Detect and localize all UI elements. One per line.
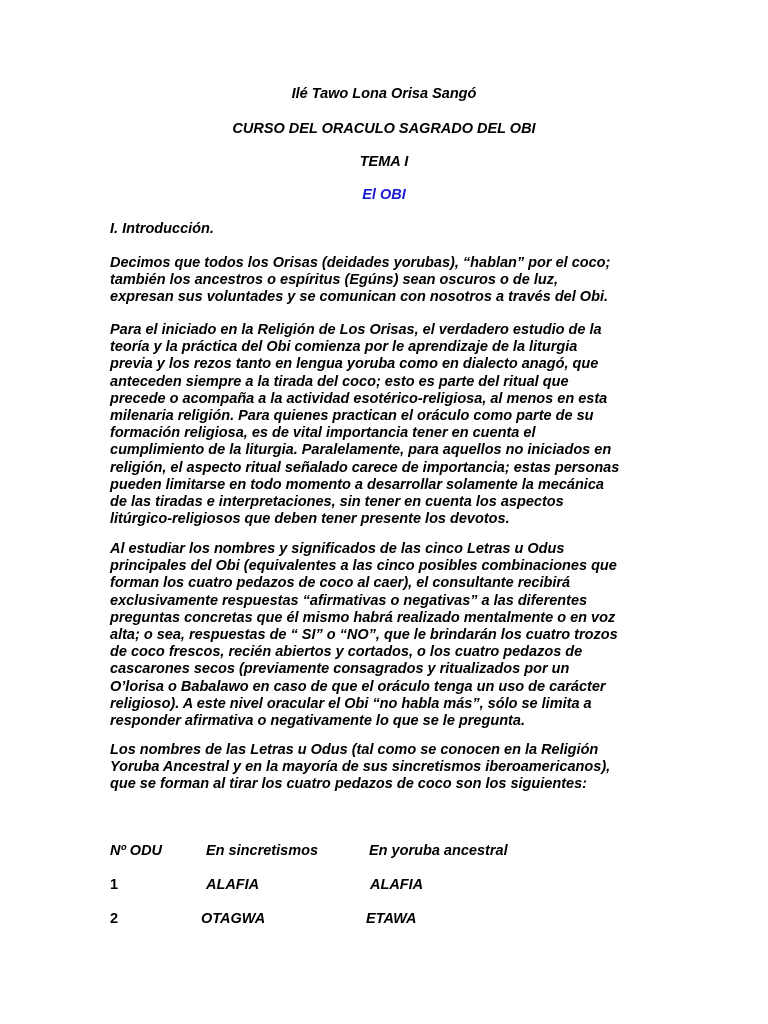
- text-line: milenaria religión. Para quienes practican el oráculo como parte de su: [110, 408, 594, 425]
- text-line: formación religiosa, es de vital importancia tener en cuenta el: [110, 425, 536, 442]
- text-line: litúrgico-religiosos que deben tener presente los devotos.: [110, 511, 510, 528]
- table-header-sincretismos: En sincretismos: [206, 843, 319, 859]
- text-line: pueden limitarse en todo momento a desarrollar solamente la mecánica: [110, 476, 604, 493]
- text-line: expresan sus voluntades y se comunican con nosotros a través del Obi.: [110, 289, 608, 306]
- text-line: precede o acompaña a la actividad esotérico-religiosa, al menos en esta: [110, 390, 608, 407]
- text-line: Decimos que todos los Orisas (deidades yorubas), “hablan” por el coco;: [110, 255, 611, 271]
- text-line: forman los cuatro pedazos de coco al caer), el consultante recibirá: [110, 575, 571, 592]
- table-cell-sincretismo: OTAGWA: [201, 911, 266, 927]
- text-line: también los ancestros o espíritus (Egúns) sean oscuros o de luz,: [110, 272, 558, 289]
- table-cell-sincretismo: ALAFIA: [206, 877, 260, 893]
- text-line: Al estudiar los nombres y significados de las cinco Letras u Odus: [110, 541, 565, 557]
- text-line: alta; o sea, respuestas de “ SI” o “NO”, que le brindarán los cuatro trozos: [110, 627, 618, 644]
- text-line: cascarones secos (previamente consagrados y ritualizados por un: [110, 661, 570, 678]
- text-line: Yoruba Ancestral y en la mayoría de sus sincretismos iberoamericanos),: [110, 759, 611, 776]
- text-line: preguntas concretas que él mismo habrá realizado mentalmente o en voz: [110, 609, 616, 626]
- table-cell-yoruba: ETAWA: [366, 911, 417, 927]
- paragraph-3: [110, 541, 670, 730]
- subject-title: El OBI: [362, 187, 406, 203]
- text-line: O’lorisa o Babalawo en caso de que el oráculo tenga un uso de carácter: [110, 678, 606, 695]
- text-line: de las tiradas e interpretaciones, sin tener en cuenta los aspectos: [110, 494, 564, 511]
- text-line: anteceden siempre a la tirada del coco; esto es parte del ritual que: [110, 373, 569, 390]
- text-line: principales del Obi (equivalentes a las cinco posibles combinaciones que: [110, 558, 617, 575]
- text-line: que se forman al tirar los cuatro pedazos de coco son los siguientes:: [110, 776, 588, 793]
- table-cell-yoruba: ALAFIA: [370, 877, 424, 893]
- text-line: teoría y la práctica del Obi comienza por le aprendizaje de la liturgia: [110, 339, 578, 356]
- org-title: Ilé Tawo Lona Orisa Sangó: [291, 86, 477, 102]
- paragraph-2: [110, 322, 670, 528]
- text-line: religioso). A este nivel oracular el Obi “no habla más”, sólo se limita a: [110, 695, 592, 712]
- intro-heading: [110, 221, 670, 238]
- course-title: CURSO DEL ORACULO SAGRADO DEL OBI: [232, 121, 536, 137]
- text-line: religión, el aspecto ritual señalado carece de importancia; estas personas: [110, 459, 620, 476]
- table-cell-number: 2: [110, 911, 119, 927]
- text-line: cumplimiento de la liturgia. Paralelamente, para aquellos no iniciados en: [110, 442, 612, 459]
- heading-line: I. Introducción.: [110, 221, 214, 237]
- table-header-odu: Nº ODU: [110, 843, 163, 859]
- text-line: Los nombres de las Letras u Odus (tal como se conocen en la Religión: [110, 742, 599, 758]
- paragraph-4: [110, 742, 670, 794]
- text-line: previa y los rezos tanto en lengua yoruba como en dialecto anagó, que: [110, 356, 599, 373]
- paragraph-1: [110, 255, 670, 307]
- text-line: responder afirmativa o negativamente lo que se le pregunta.: [110, 713, 525, 730]
- text-line: Para el iniciado en la Religión de Los Orisas, el verdadero estudio de la: [110, 322, 602, 338]
- text-line: de coco frescos, recién abiertos y cortados, o los cuatro pedazos de: [110, 644, 583, 661]
- tema-title: TEMA I: [359, 154, 409, 170]
- table-cell-number: 1: [110, 877, 119, 893]
- text-line: exclusivamente respuestas “afirmativas o negativas” a las diferentes: [110, 592, 588, 609]
- table-header-yoruba: En yoruba ancestral: [369, 843, 508, 859]
